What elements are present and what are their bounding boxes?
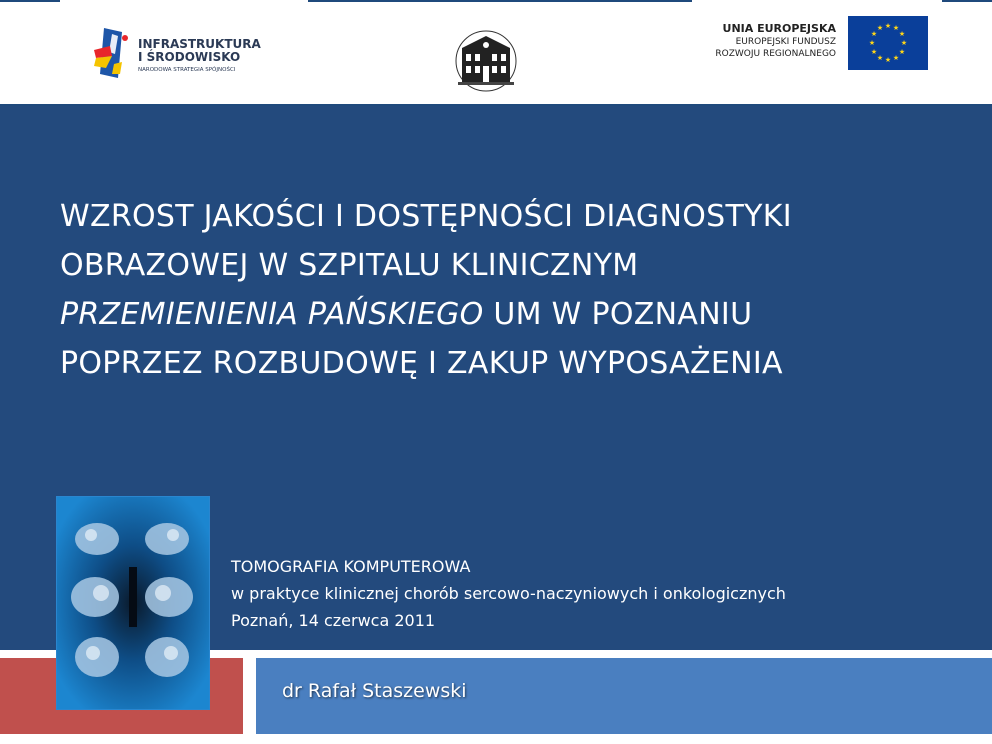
svg-text:★: ★ [900,39,908,47]
header-top-line [308,0,692,2]
author-name: dr Rafał Staszewski [282,680,467,702]
svg-text:★: ★ [884,22,892,30]
svg-text:★: ★ [892,24,900,32]
eu-line-1: UNIA EUROPEJSKA [722,22,836,35]
svg-text:★: ★ [898,30,906,38]
logo-line-1: INFRASTRUKTURA [138,37,261,51]
infrastruktura-logo [92,24,272,84]
subtitle-line-2: w praktyce klinicznej chorób sercowo-naczyniowych i onkologicznych [231,584,786,603]
subtitle-line-3: Poznań, 14 czerwca 2011 [231,611,436,630]
logo-line-2: I ŚRODOWISKO [138,50,241,64]
subtitle-line-1: TOMOGRAFIA KOMPUTEROWA [231,557,471,576]
eu-line-3: ROZWOJU REGIONALNEGO [715,49,836,59]
svg-text:★: ★ [876,54,884,62]
hospital-seal-icon [448,26,524,96]
svg-text:★: ★ [898,48,906,56]
title-line-3-italic: PRZEMIENIENIA PAŃSKIEGO [60,297,484,332]
logo-line-3: NARODOWA STRATEGIA SPÓJNOŚCI [138,67,236,73]
slide-title [60,192,960,388]
event-subtitle [231,553,786,634]
infrastruktura-logo-icon [92,24,136,82]
header-logos-bar [0,0,992,106]
title-line-2: OBRAZOWEJ W SZPITALU KLINICZNYM [60,248,639,283]
svg-text:★: ★ [876,24,884,32]
title-line-1: WZROST JAKOŚCI I DOSTĘPNOŚCI DIAGNOSTYKI [60,199,792,234]
title-line-3 [60,290,960,339]
eu-fund-text [715,22,836,60]
title-line-3-rest: UM W POZNANIU [483,297,753,332]
title-line-4: POPRZEZ ROZBUDOWĘ I ZAKUP WYPOSAŻENIA [60,346,783,381]
eu-flag-icon [848,16,928,70]
svg-text:★: ★ [870,30,878,38]
ct-scan-image [57,497,209,709]
svg-text:★: ★ [870,48,878,56]
svg-text:★: ★ [884,56,892,64]
header-top-line [0,0,60,2]
svg-text:★: ★ [892,54,900,62]
header-top-line [942,0,992,2]
eu-line-2: EUROPEJSKI FUNDUSZ [735,37,836,47]
svg-text:★: ★ [868,39,876,47]
